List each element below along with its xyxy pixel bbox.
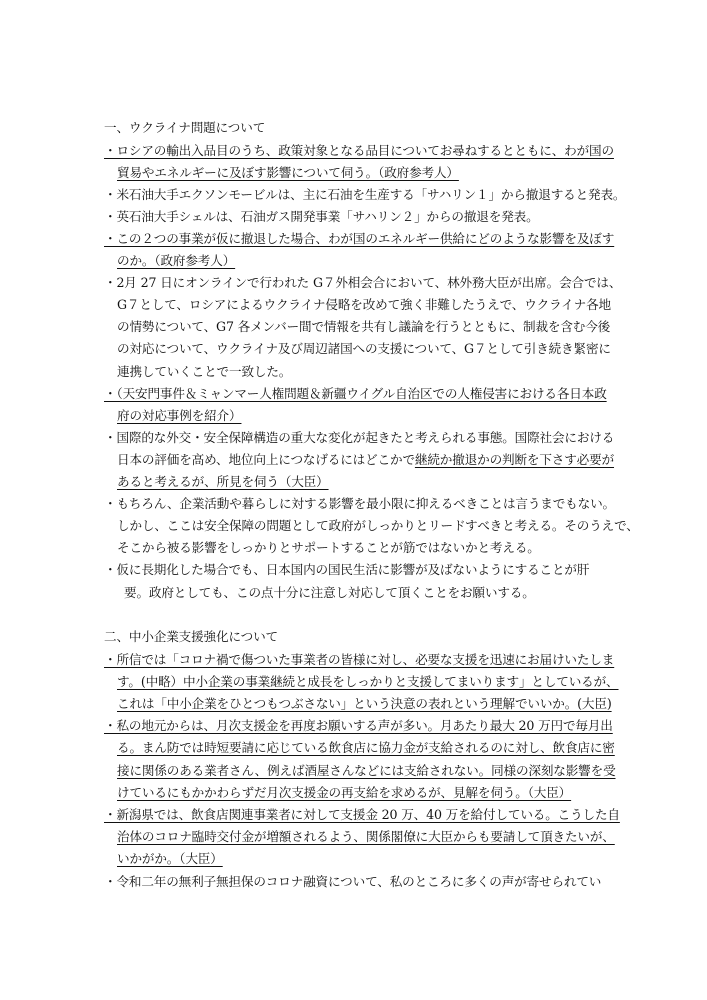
underlined-phrase: 継続か撤退かの判断を下さす必要が (414, 451, 615, 467)
document-line: 要。政府としても、この点十分に注意し対応して頂くことをお願いする。 (124, 584, 535, 600)
document-line: けているにもかかわらずだ月次支援金の再支給を求めるが、見解を伺う。（大臣） (117, 784, 572, 800)
document-line: ・英石油大手シェルは、石油ガス開発事業「サハリン２」からの撤退を発表。 (104, 208, 539, 224)
document-line: の対応について、ウクライナ及び周辺諸国への支援について、G７として引き続き緊密に (117, 341, 611, 357)
document-line: ・この２つの事業が仮に撤退した場合、わが国のエネルギー供給にどのような影響を及ぼす (104, 230, 615, 246)
document-line: 連携していくことで一致した。 (117, 363, 292, 379)
document-line: のか。（政府参考人） (117, 253, 236, 268)
document-line: ・国際的な外交・安全保障構造の重大な変化が起きたと考えられる事態。国際社会における (104, 429, 615, 445)
document-line: ・米石油大手エクソンモービルは、主に石油を生産する「サハリン１」から撤退すると発表。 (104, 186, 626, 202)
document-line: あると考えるが、所見を伺う（大臣） (117, 474, 329, 489)
document-line: ・ロシアの輸出入品目のうち、政策対象となる品目についてお尋ねするとともに、わが国の (104, 142, 614, 158)
document-line: す。(中略）中小企業の事業継続と成長をしっかりと支援してまいります」としているが、 (117, 673, 619, 689)
document-line: ・所信では「コロナ禍で傷ついた事業者の皆様に対し、必要な支援を迅速にお届けいたしま (104, 651, 615, 667)
document-line: G７として、ロシアによるウクライナ侵略を改めて強く非難したうえで、ウクライナ各地 (117, 297, 611, 313)
document-line: ・仮に長期化した場合でも、日本国内の国民生活に影響が及ばないようにすることが肝 (104, 562, 590, 578)
document-line: 貿易やエネルギーに及ぼす影響について伺う。（政府参考人） (117, 164, 459, 180)
section-heading: 一、ウクライナ問題について (104, 120, 266, 135)
document-line: そこから被る影響をしっかりとサポートすることが筋ではないかと考える。 (117, 540, 540, 556)
document-line: いかがか。（大臣） (117, 851, 223, 867)
document-line: の情勢について、G7 各メンバー間で情報を共有し議論を行うとともに、制裁を含む今後 (117, 319, 611, 335)
document-line: 府の対応事例を紹介） (117, 407, 242, 423)
document-line: ・私の地元からは、月次支援金を再度お願いする声が多い。月あたり最大 20 万円で毎月出 (104, 718, 613, 734)
document-line: しかし、ここは安全保障の問題として政府がしっかりとリードすべきと考える。そのうえで、 (117, 518, 639, 534)
document-line: ・もちろん、企業活動や暮らしに対する影響を最小限に抑えるべきことは言うまでもない。 (104, 496, 615, 512)
document-line: ・（天安門事件＆ミャンマー人権問題＆新疆ウイグル自治区での人権侵害における各日本政 (104, 385, 607, 401)
document-line: る。まん防では時短要請に応じている飲食店に協力金が支給されるのに対し、飲食店に密 (117, 740, 615, 756)
document-line: 治体のコロナ臨時交付金が増額されるよう、関係閣僚に大臣からも要請して頂きたいが、 (117, 829, 615, 845)
document-line: これは「中小企業をひとつもつぶさない」という決意の表れという理解でいいか。(大臣) (117, 695, 612, 711)
section-heading: 二、中小企業支援強化について (104, 629, 278, 644)
document-line: ・新潟県では、飲食店関連事業者に対して支援金 20 万、40 万を給付している。こうした自 (104, 806, 620, 822)
document-line: 日本の評価を高め、地位向上につなげるにはどこかで継続か撤退かの判断を下さす必要が (117, 451, 615, 467)
document-line: ・2月 27 日にオンラインで行われた G７外相会合において、林外務大臣が出席。会合では、 (104, 275, 622, 291)
document-line: 接に関係のある業者さん、例えば酒屋さんなどには支給されない。同様の深刻な影響を受 (117, 762, 616, 778)
document-line: ・令和二年の無利子無担保のコロナ融資について、私のところに多くの声が寄せられてい (104, 873, 602, 889)
